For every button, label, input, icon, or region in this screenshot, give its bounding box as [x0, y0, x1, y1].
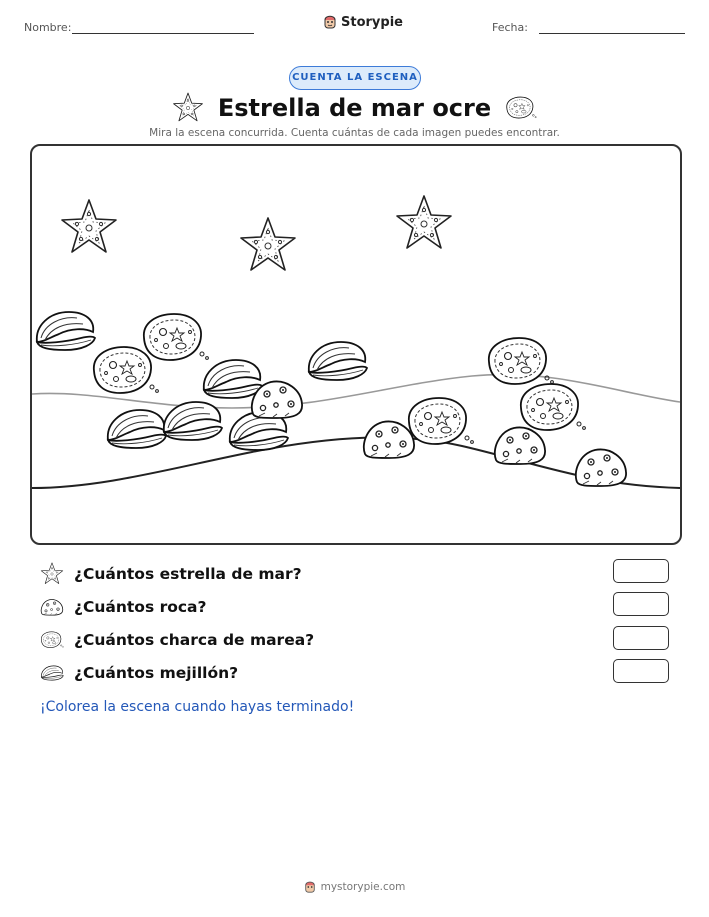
mussel: [204, 360, 262, 398]
mussel: [309, 342, 367, 380]
coloring-note: ¡Colorea la escena cuando hayas terminado!: [40, 699, 355, 715]
starfish: [397, 196, 451, 248]
answer-box-tide-pool[interactable]: [613, 626, 669, 650]
mussel: [164, 402, 222, 440]
question-text: ¿Cuántos charca de marea?: [74, 631, 315, 649]
tide-pool: [521, 384, 586, 430]
scene-illustration: [32, 146, 680, 543]
answer-box-rock[interactable]: [613, 592, 669, 616]
question-mussel: [40, 661, 238, 685]
question-rock: [40, 595, 207, 619]
starfish: [241, 218, 295, 270]
storypie-mascot-icon: [304, 880, 316, 894]
question-text: ¿Cuántos roca?: [74, 598, 207, 616]
date-label: Fecha:: [492, 21, 528, 34]
mussel-icon: [40, 661, 64, 685]
starfish-icon: [40, 562, 64, 586]
brand-logo: [323, 14, 403, 30]
tide-pool: [409, 398, 474, 444]
question-starfish: [40, 562, 302, 586]
storypie-mascot-icon: [323, 14, 337, 30]
footer-url[interactable]: mystorypie.com: [320, 881, 406, 893]
rock: [364, 422, 414, 458]
brand-name: Storypie: [341, 14, 403, 30]
question-tide-pool: [40, 628, 314, 652]
mussel: [37, 312, 95, 350]
name-field[interactable]: [72, 33, 254, 34]
question-text: ¿Cuántos estrella de mar?: [74, 565, 302, 583]
rock: [576, 450, 626, 486]
rock-icon: [40, 595, 64, 619]
tide-pool: [144, 314, 209, 360]
name-label: Nombre:: [24, 21, 72, 34]
page-title-row: [0, 92, 709, 130]
mussel: [108, 410, 166, 448]
answer-box-starfish[interactable]: [613, 559, 669, 583]
counting-scene: [30, 144, 682, 545]
tide-pool-icon: [40, 628, 64, 652]
tide-pool-icon: [505, 92, 537, 124]
date-field[interactable]: [539, 33, 685, 34]
starfish-icon: [172, 92, 204, 124]
footer: [0, 880, 709, 894]
tide-pool: [94, 347, 159, 393]
rock: [495, 428, 545, 464]
instructions: Mira la escena concurrida. Cuenta cuántas de cada imagen puedes encontrar.: [149, 127, 560, 139]
page-title: Estrella de mar ocre: [217, 94, 492, 122]
answer-box-mussel[interactable]: [613, 659, 669, 683]
starfish: [62, 200, 116, 252]
activity-badge: CUENTA LA ESCENA: [289, 66, 421, 90]
question-text: ¿Cuántos mejillón?: [74, 664, 239, 682]
